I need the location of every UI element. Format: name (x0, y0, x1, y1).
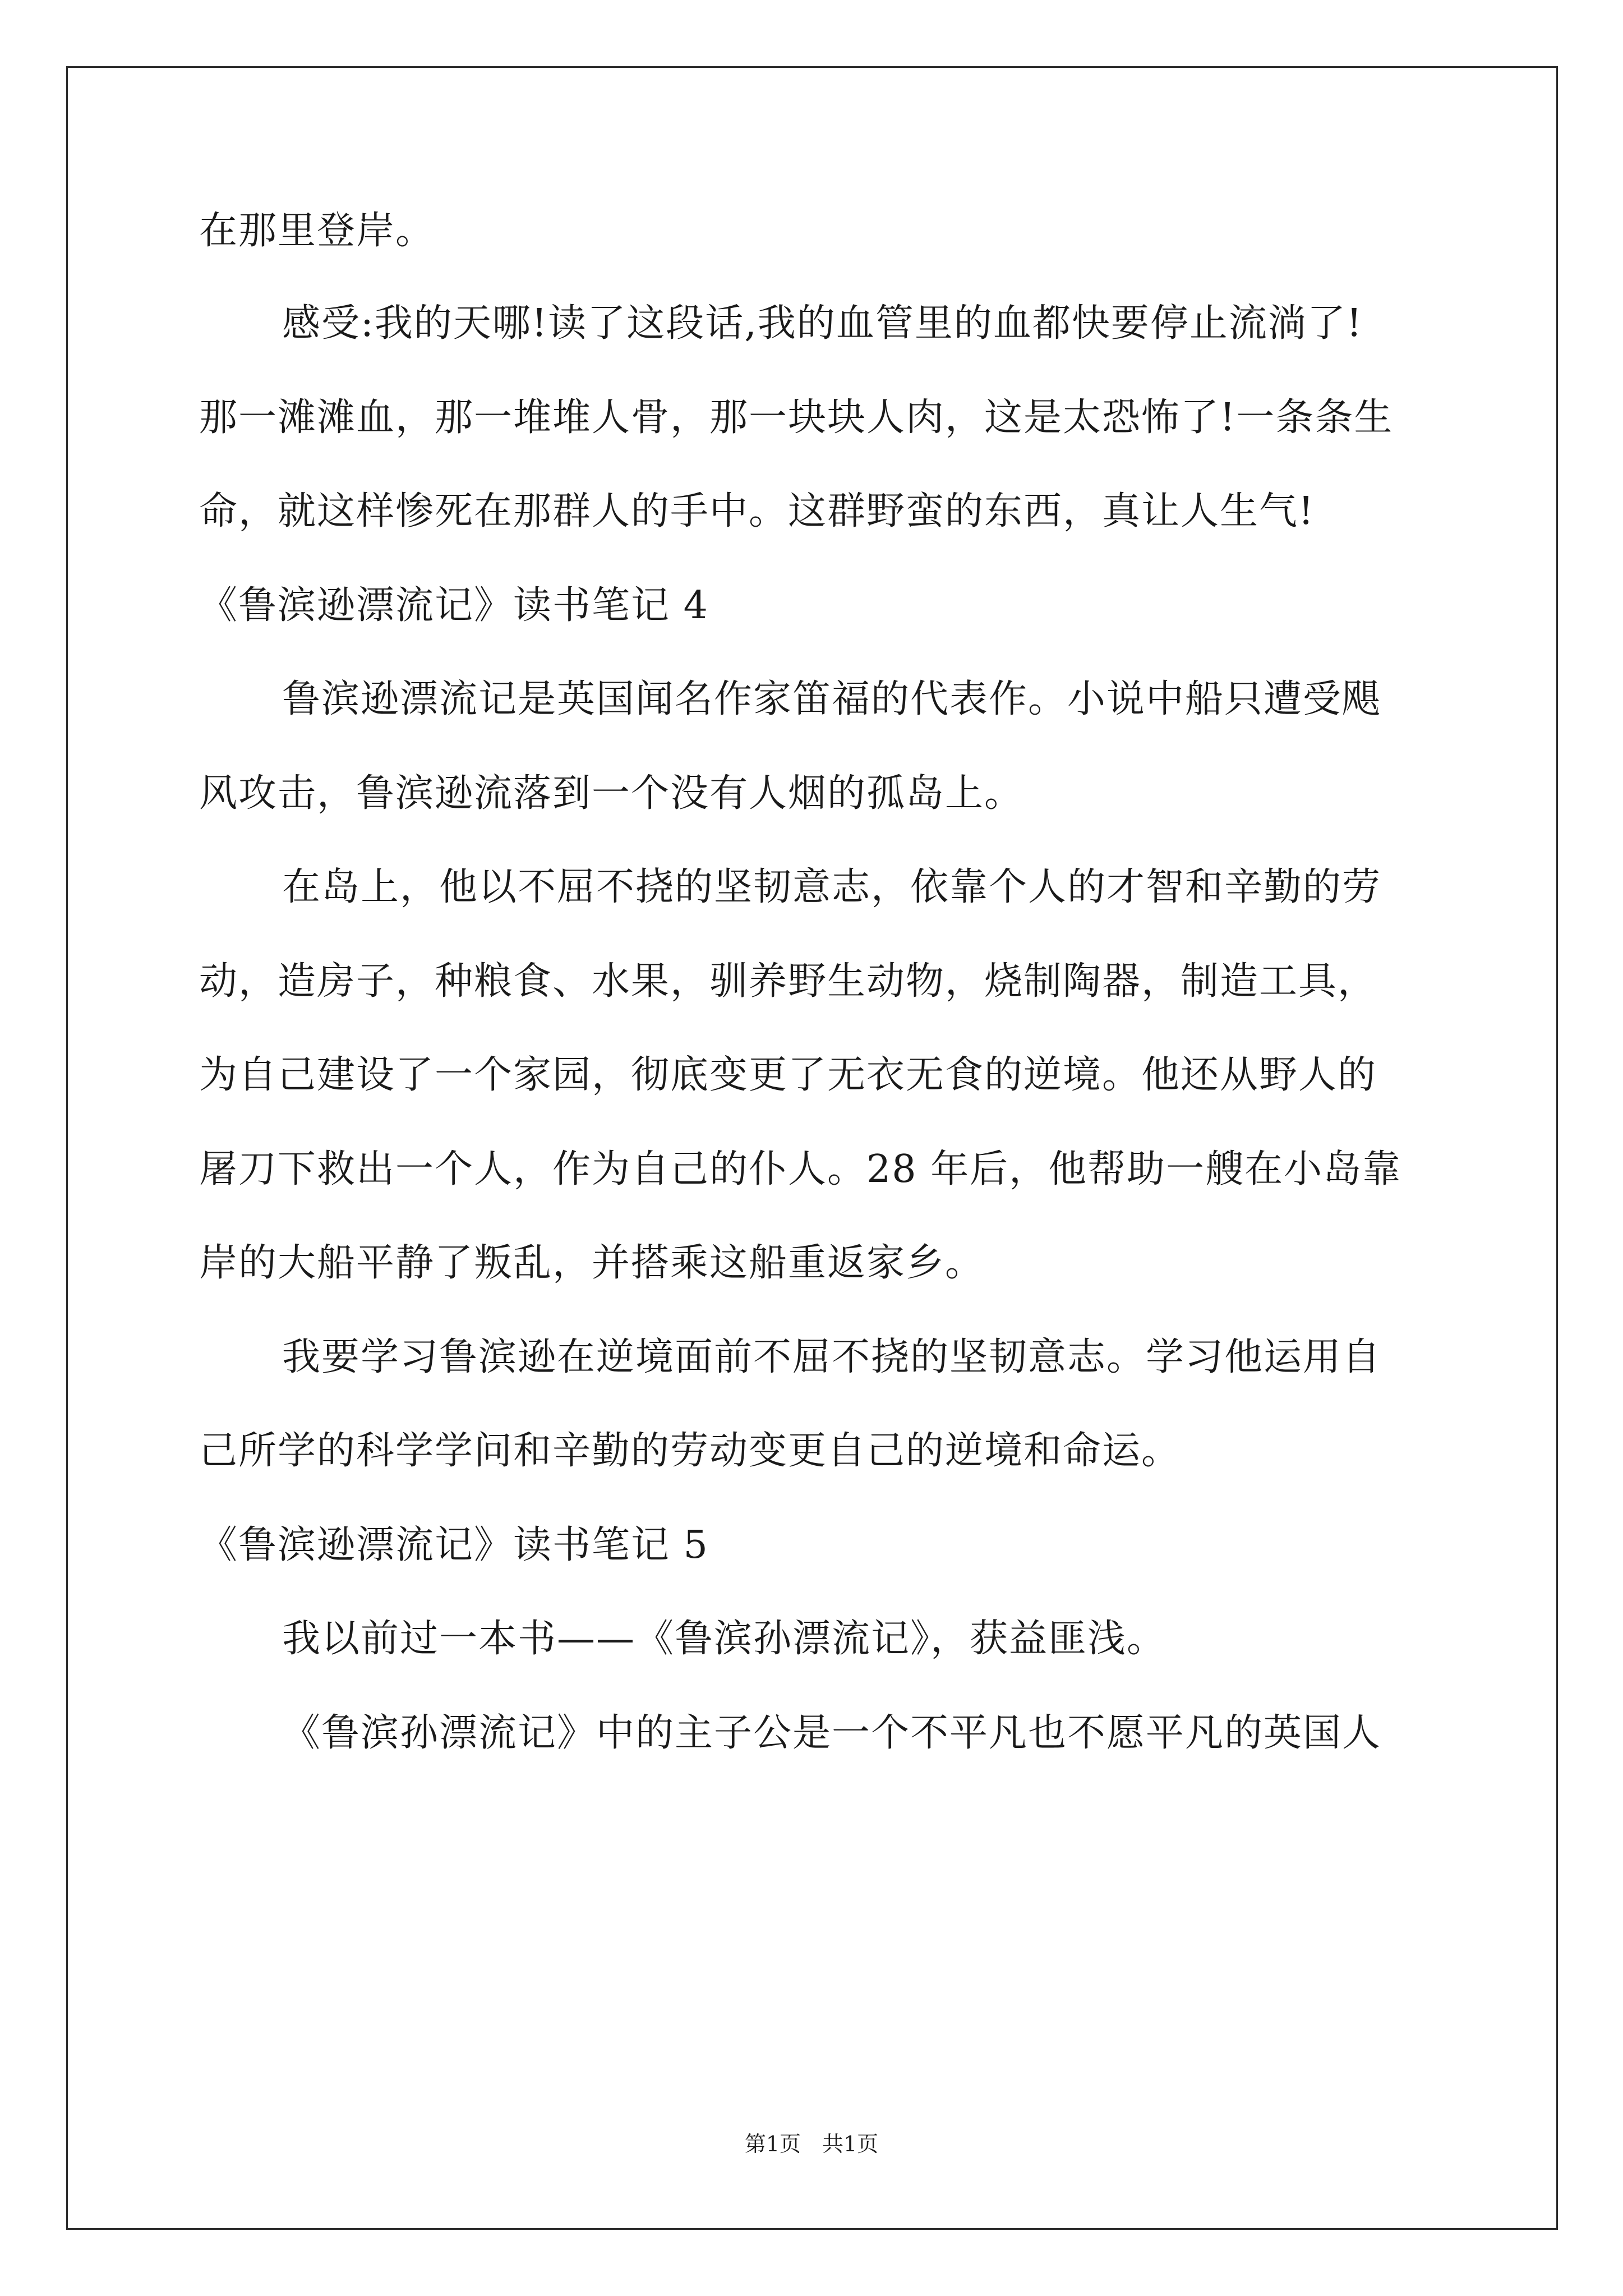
section-heading: 《鲁滨逊漂流记》读书笔记 4 (199, 583, 709, 628)
text-line: 命，就这样惨死在那群人的手中。这群野蛮的东西，真让人生气! (199, 489, 1315, 533)
text-line: 屠刀下救出一个人，作为自己的仆人。28 年后，他帮助一艘在小岛靠 (199, 1147, 1402, 1191)
text-line: 为自己建设了一个家园，彻底变更了无衣无食的逆境。他还从野人的 (199, 1053, 1377, 1097)
text-line: 风攻击，鲁滨逊流落到一个没有人烟的孤岛上。 (199, 771, 1024, 816)
paragraph-line: 鲁滨逊漂流记是英国闻名作家笛福的代表作。小说中船只遭受飓 (282, 677, 1382, 721)
text-line: 己所学的科学学问和辛勤的劳动变更自己的逆境和命运。 (199, 1429, 1181, 1473)
paragraph-line: 在岛上，他以不屈不挠的坚韧意志，依靠个人的才智和辛勤的劳 (282, 865, 1382, 909)
section-heading: 《鲁滨逊漂流记》读书笔记 5 (199, 1523, 709, 1567)
text-line: 动，造房子，种粮食、水果，驯养野生动物，烧制陶器，制造工具， (199, 959, 1377, 1004)
paragraph-line: 感受:我的天哪!读了这段话,我的血管里的血都快要停止流淌了! (282, 301, 1363, 346)
paragraph-line: 《鲁滨孙漂流记》中的主子公是一个不平凡也不愿平凡的英国人 (282, 1711, 1382, 1755)
paragraph-line: 我以前过一本书——《鲁滨孙漂流记》，获益匪浅。 (282, 1617, 1166, 1661)
page-number: 第1页 共1页 (744, 2132, 879, 2156)
text-line: 在那里登岸。 (199, 209, 435, 253)
text-line: 岸的大船平静了叛乱，并搭乘这船重返家乡。 (199, 1241, 985, 1285)
text-line: 那一滩滩血，那一堆堆人骨，那一块块人肉，这是太恐怖了!一条条生 (199, 395, 1394, 440)
paragraph-line: 我要学习鲁滨逊在逆境面前不屈不挠的坚韧意志。学习他运用自 (282, 1335, 1382, 1379)
